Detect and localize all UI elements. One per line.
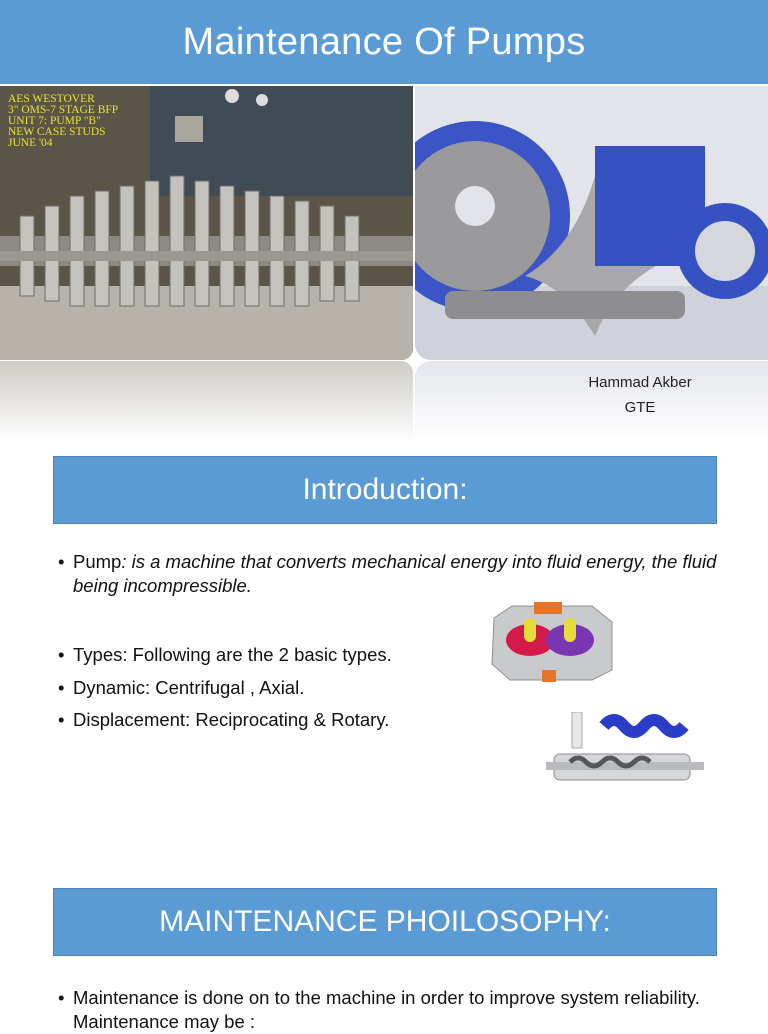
bullet-displacement: • Displacement: Reciprocating & Rotary. (58, 704, 478, 737)
introduction-definition (58, 550, 718, 598)
pump-assembly-photo (0, 86, 413, 360)
introduction-types-list (58, 639, 478, 737)
maintenance-list (58, 986, 708, 1034)
bullet-dynamic: • Dynamic: Centrifugal , Axial. (58, 672, 478, 705)
photo-caption: AES WESTOVER 3" OMS-7 STAGE BFP UNIT 7: PUMP "B" NEW CASE STUDS JUNE '04 (8, 93, 119, 149)
bullet-maintenance: • Maintenance is done on to the machine in order to improve system reliability. Maintenance may be : (58, 986, 708, 1034)
author-role: GTE (624, 399, 656, 416)
introduction-heading: Introduction: (53, 456, 717, 524)
bullet-pump-definition: • Pump: is a machine that converts mechanical energy into fluid energy, the fluid being incompressible. (58, 550, 718, 598)
screw-pump-diagram (546, 712, 704, 813)
photo-reflection-left (0, 361, 413, 441)
bullet-types: • Types: Following are the 2 basic types. (58, 639, 478, 672)
gear-pump-diagram (488, 600, 618, 689)
author-name: Hammad Akber (588, 374, 692, 391)
author-block (520, 370, 760, 420)
maintenance-philosophy-heading: MAINTENANCE PHOILOSOPHY: (53, 888, 717, 956)
pump-parts-photo (415, 86, 768, 360)
slide-title: Maintenance Of Pumps (0, 0, 768, 84)
